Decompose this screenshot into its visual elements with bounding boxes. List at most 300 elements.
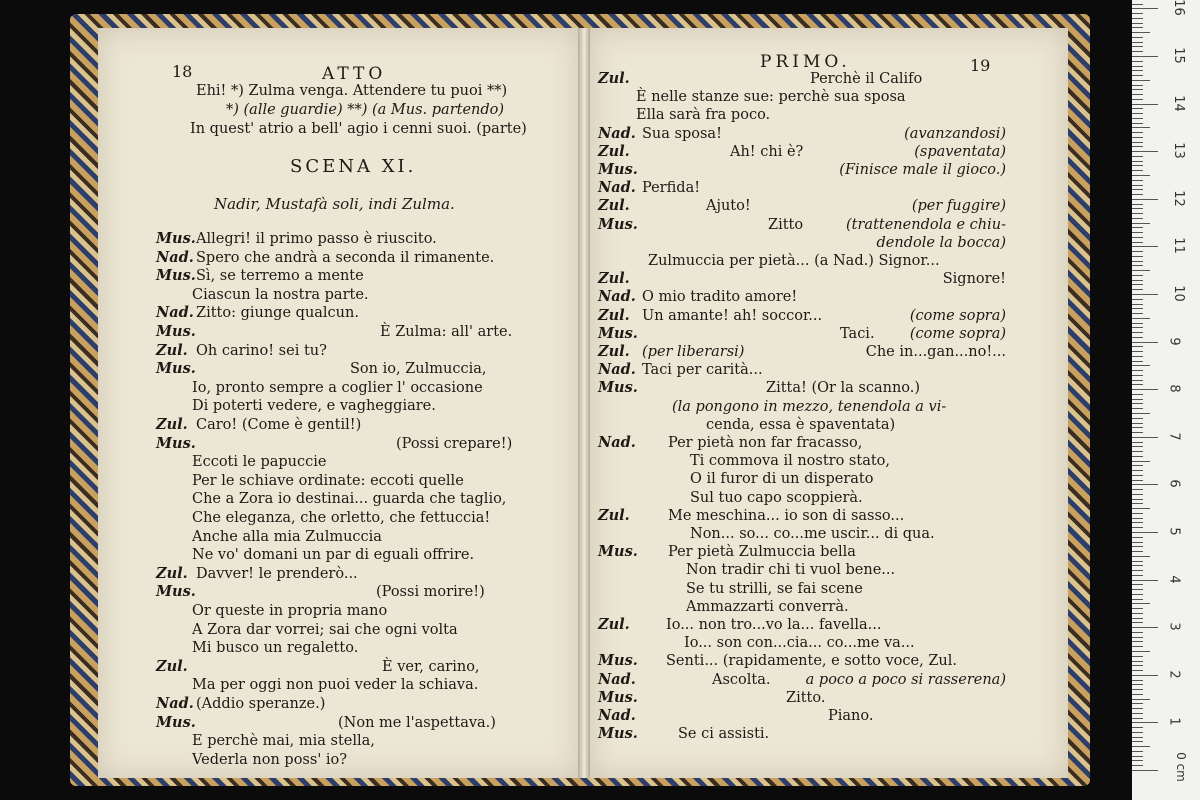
ruler-tick — [1132, 751, 1143, 752]
dialogue-line: Caro! (Come è gentil!) — [196, 417, 362, 433]
ruler-tick — [1132, 146, 1143, 147]
ruler-tick — [1132, 242, 1143, 243]
dialogue-line: Ella sarà fra poco. — [636, 107, 771, 124]
dialogue-line: Che eleganza, che orletto, che fettuccia! — [192, 510, 491, 526]
ruler-tick — [1132, 375, 1143, 376]
dialogue-line: Mi busco un regaletto. — [192, 640, 359, 657]
dialogue-line: Io... non tro...vo la... favella... — [666, 617, 882, 633]
ruler-tick — [1132, 522, 1143, 523]
ruler-tick — [1132, 423, 1143, 424]
dialogue-line: Ti commova il nostro stato, — [690, 453, 891, 470]
speaker-label: Zul. — [156, 657, 188, 675]
ruler-tick — [1132, 746, 1150, 747]
ruler-tick — [1132, 622, 1143, 623]
ruler-tick — [1132, 737, 1143, 738]
ruler-number: 10 — [1170, 285, 1186, 302]
ruler-tick — [1132, 323, 1143, 324]
ruler-tick — [1132, 70, 1143, 71]
ruler-tick — [1132, 342, 1158, 343]
dialogue-line: Zitto — [768, 216, 804, 233]
ruler-number: 16 — [1170, 0, 1186, 17]
ruler-tick — [1132, 646, 1143, 647]
ruler-tick — [1132, 542, 1143, 543]
ruler-tick — [1132, 356, 1143, 357]
ruler-tick — [1132, 756, 1143, 757]
ruler-tick — [1132, 156, 1143, 157]
stage-direction: (trattenendola e chiu- — [846, 216, 1006, 233]
ruler-tick — [1132, 580, 1158, 581]
speaker-label: Nad. — [598, 670, 636, 688]
ruler-tick — [1132, 175, 1150, 176]
dialogue-line: Ah! chi è? — [730, 143, 804, 160]
ruler-tick — [1132, 108, 1143, 109]
speaker-label: Zul. — [598, 306, 630, 324]
ruler-tick — [1132, 760, 1143, 761]
speaker-label: Nad. — [598, 179, 636, 197]
speaker-label: Nad. — [598, 361, 636, 379]
ruler-tick — [1132, 132, 1143, 133]
ruler-tick — [1132, 4, 1143, 5]
ruler-tick — [1132, 270, 1150, 271]
ruler-number: 13 — [1170, 142, 1186, 159]
ruler-tick — [1132, 365, 1150, 366]
dialogue-line: Zulmuccia per pietà... (a Nad.) Signor... — [648, 253, 940, 269]
ruler-tick — [1132, 137, 1143, 138]
dialogue-line: E perchè mai, mia stella, — [192, 733, 375, 750]
ruler-tick — [1132, 185, 1143, 186]
ruler-tick — [1132, 142, 1143, 143]
ruler-tick — [1132, 456, 1143, 457]
speaker-label: Mus. — [598, 379, 638, 397]
speaker-label: Mus. — [598, 324, 638, 342]
dialogue-line: Per pietà non far fracasso, — [668, 435, 863, 451]
ruler-tick — [1132, 189, 1143, 190]
ruler-tick — [1132, 427, 1143, 428]
ruler-tick — [1132, 289, 1143, 290]
ruler-tick — [1132, 389, 1158, 390]
speaker-label: Zul. — [598, 343, 630, 360]
ruler-tick — [1132, 123, 1143, 124]
left-top-line-1: Ehi! *) Zulma venga. Attendere tu puoi **) — [196, 83, 508, 99]
dialogue-line: Perfida! — [642, 180, 701, 197]
dialogue-line: Zitto: giunge qualcun. — [196, 305, 359, 322]
ruler-tick — [1132, 246, 1158, 247]
ruler-tick — [1132, 408, 1143, 409]
ruler-tick — [1132, 670, 1143, 671]
ruler-tick — [1132, 570, 1143, 571]
speaker-label: Mus. — [598, 652, 638, 670]
dialogue-line: Io, pronto sempre a coglier l' occasione — [192, 379, 483, 396]
dialogue-line: Sua sposa! — [642, 125, 722, 142]
ruler-tick — [1132, 661, 1143, 662]
ruler-tick — [1132, 27, 1143, 28]
ruler-tick — [1132, 37, 1143, 38]
ruler-tick — [1132, 280, 1143, 281]
dialogue-line: O mio tradito amore! — [642, 289, 798, 306]
speaker-label: Nad. — [156, 695, 194, 712]
ruler-number: 6 — [1166, 479, 1182, 489]
ruler-tick — [1132, 104, 1158, 105]
dialogue-line: Non... so... co...me uscir... di qua. — [690, 526, 935, 542]
ruler-tick — [1132, 304, 1143, 305]
ruler-tick — [1132, 8, 1158, 9]
ruler-tick — [1132, 551, 1143, 552]
left-top-line-2: *) (alle guardie) **) (a Mus. partendo) — [226, 102, 505, 118]
ruler-tick — [1132, 294, 1158, 295]
ruler-tick — [1132, 32, 1150, 33]
ruler-tick — [1132, 722, 1158, 723]
speaker-label: Zul. — [598, 197, 630, 215]
speaker-label: Mus. — [598, 215, 638, 233]
scene-title: SCENA XI. — [290, 156, 417, 177]
ruler-tick — [1132, 161, 1143, 162]
ruler-number: 12 — [1170, 190, 1186, 207]
ruler-tick — [1132, 532, 1158, 533]
ruler-tick — [1132, 261, 1143, 262]
ruler-tick — [1132, 765, 1143, 766]
ruler-tick — [1132, 627, 1158, 628]
ruler-tick — [1132, 594, 1143, 595]
ruler-tick — [1132, 370, 1143, 371]
dialogue-line: Ascolta. — [712, 671, 771, 688]
ruler-tick — [1132, 318, 1150, 319]
dialogue-line: (Non me l'aspettava.) — [338, 714, 496, 731]
speaker-label: Mus. — [156, 230, 196, 247]
ruler-tick — [1132, 513, 1143, 514]
ruler-tick — [1132, 227, 1143, 228]
ruler-tick — [1132, 351, 1143, 352]
ruler-tick — [1132, 708, 1143, 709]
ruler-tick — [1132, 494, 1143, 495]
ruler-tick — [1132, 451, 1143, 452]
ruler-tick — [1132, 470, 1143, 471]
dialogue-line: Zitta! (Or la scanno.) — [766, 380, 921, 397]
dialogue-line: O il furor di un disperato — [690, 471, 874, 488]
ruler-tick — [1132, 384, 1143, 385]
ruler-tick — [1132, 89, 1143, 90]
ruler-tick — [1132, 99, 1143, 100]
stage-direction: Signore! — [942, 271, 1006, 288]
ruler-tick — [1132, 332, 1143, 333]
ruler-tick — [1132, 656, 1143, 657]
speaker-label: Zul. — [598, 270, 630, 288]
ruler-tick — [1132, 327, 1143, 328]
ruler-tick — [1132, 237, 1143, 238]
ruler-number: 8 — [1166, 384, 1182, 393]
dialogue-line: Senti... (rapidamente, e sotto voce, Zul. — [666, 653, 957, 670]
dialogue-line: Vederla non poss' io? — [192, 751, 348, 768]
ruler-tick — [1132, 561, 1143, 562]
speaker-label: Zul. — [156, 564, 188, 582]
ruler-tick — [1132, 380, 1143, 381]
dialogue-line: Per pietà Zulmuccia bella — [668, 544, 856, 561]
ruler-number: 1 — [1166, 717, 1182, 727]
speaker-label: Nad. — [156, 304, 194, 322]
ruler-tick — [1132, 151, 1158, 152]
ruler-tick — [1132, 665, 1143, 666]
speaker-label: Mus. — [598, 161, 638, 178]
ruler-tick — [1132, 565, 1143, 566]
speaker-label: Mus. — [156, 323, 196, 340]
speaker-label: Zul. — [598, 70, 630, 87]
right-page-number: 19 — [970, 56, 991, 75]
dialogue-line: (Addio speranze.) — [196, 696, 326, 712]
ruler-tick — [1132, 127, 1150, 128]
ruler-tick — [1132, 337, 1143, 338]
ruler-tick — [1132, 85, 1143, 86]
stage-direction: (per fuggire) — [911, 198, 1006, 215]
ruler-tick — [1132, 641, 1143, 642]
speaker-label: Zul. — [598, 142, 630, 160]
ruler-tick — [1132, 732, 1143, 733]
speaker-label: Nad. — [598, 434, 636, 451]
ruler-tick — [1132, 484, 1158, 485]
dialogue-line: Di poterti vedere, e vagheggiare. — [192, 398, 436, 415]
ruler-tick — [1132, 680, 1143, 681]
speaker-label: Mus. — [156, 583, 196, 601]
ruler-number: 11 — [1170, 237, 1186, 255]
speaker-label: Nad. — [598, 124, 636, 142]
ruler-tick — [1132, 194, 1143, 195]
ruler-tick — [1132, 223, 1150, 224]
ruler-tick — [1132, 56, 1158, 57]
ruler-tick — [1132, 465, 1143, 466]
ruler-tick — [1132, 61, 1143, 62]
dialogue-line: Allegri! il primo passo è riuscito. — [196, 231, 437, 247]
dialogue-line: È Zulma: all' arte. — [380, 324, 513, 340]
stage-direction: (come sopra) — [909, 307, 1006, 324]
ruler-tick — [1132, 446, 1143, 447]
dialogue-line: Ammazzarti converrà. — [686, 598, 849, 615]
dialogue-line: Sì, se terremo a mente — [196, 268, 364, 285]
ruler-tick — [1132, 632, 1143, 633]
ruler-tick — [1132, 442, 1143, 443]
speaker-label: Zul. — [598, 506, 630, 524]
dialogue-line: (per liberarsi) — [642, 344, 745, 360]
ruler-tick — [1132, 584, 1143, 585]
ruler-tick — [1132, 394, 1143, 395]
ruler-number: 2 — [1166, 670, 1182, 679]
ruler-tick — [1132, 165, 1143, 166]
ruler-tick — [1132, 675, 1158, 676]
ruler-tick — [1132, 418, 1143, 419]
ruler-number: 15 — [1170, 47, 1186, 64]
dialogue-line: Sul tuo capo scoppierà. — [690, 489, 863, 506]
ruler-tick — [1132, 718, 1143, 719]
ruler-tick — [1132, 66, 1143, 67]
dialogue-line: cenda, essa è spaventata) — [706, 416, 896, 433]
ruler-tick — [1132, 684, 1143, 685]
ruler-tick — [1132, 589, 1143, 590]
ruler-tick — [1132, 689, 1143, 690]
dialogue-line: Me meschina... io son di sasso... — [668, 507, 905, 524]
dialogue-line: Che a Zora io destinai... guarda che taglio, — [192, 491, 507, 508]
dialogue-line: Un amante! ah! soccor... — [642, 307, 823, 324]
dialogue-line: Spero che andrà a seconda il rimanente. — [196, 249, 495, 266]
ruler-tick — [1132, 23, 1143, 24]
dialogue-line: Piano. — [828, 708, 874, 724]
dialogue-line: Ne vo' domani un par di eguali offrire. — [192, 547, 475, 564]
dialogue-line: Per le schiave ordinate: eccoti quelle — [192, 472, 464, 489]
ruler-unit-label: 0 cm — [1173, 752, 1188, 782]
dialogue-line: (la pongono in mezzo, tenendola a vi- — [672, 398, 947, 415]
ruler-tick — [1132, 499, 1143, 500]
dialogue-line: Ciascun la nostra parte. — [192, 286, 369, 303]
ruler-tick — [1132, 251, 1143, 252]
dialogue-line: Io... son con...cia... co...me va... — [684, 635, 915, 652]
stage-direction: Che in...gan...no!... — [865, 344, 1006, 360]
ruler-tick — [1132, 518, 1143, 519]
speaker-label: Nad. — [598, 288, 636, 306]
ruler-number: 5 — [1166, 527, 1182, 536]
left-page-number: 18 — [172, 62, 193, 81]
scene-characters: Nadir, Mustafà soli, indi Zulma. — [214, 195, 455, 213]
ruler-tick — [1132, 275, 1143, 276]
stage-direction: a poco a poco si rasserena) — [805, 671, 1006, 688]
ruler-tick — [1132, 703, 1143, 704]
ruler-number: 4 — [1166, 574, 1182, 584]
ruler-tick — [1132, 204, 1143, 205]
dialogue-line: Perchè il Califo — [810, 71, 923, 87]
ruler-tick — [1132, 113, 1143, 114]
dialogue-line: Ma per oggi non puoi veder la schiava. — [192, 677, 479, 694]
ruler-tick — [1132, 94, 1143, 95]
ruler-tick — [1132, 603, 1150, 604]
right-running-head: PRIMO. — [760, 52, 851, 72]
ruler-tick — [1132, 75, 1143, 76]
ruler-number: 7 — [1166, 432, 1182, 441]
ruler-tick — [1132, 508, 1150, 509]
ruler-tick — [1132, 170, 1143, 171]
dialogue-line: Ajuto! — [706, 198, 751, 215]
dialogue-line: Or queste in propria mano — [192, 603, 388, 619]
ruler-tick — [1132, 213, 1143, 214]
ruler-tick — [1132, 489, 1143, 490]
ruler-tick — [1132, 265, 1143, 266]
ruler-tick — [1132, 208, 1143, 209]
ruler-tick — [1132, 727, 1143, 728]
dialogue-line: Non tradir chi ti vuol bene... — [686, 562, 896, 579]
ruler-tick — [1132, 608, 1143, 609]
ruler-tick — [1132, 475, 1143, 476]
dialogue-line: (Possi crepare!) — [396, 435, 513, 452]
ruler-tick — [1132, 13, 1143, 14]
speaker-label: Mus. — [598, 725, 638, 743]
ruler-tick — [1132, 46, 1143, 47]
ruler-number: 3 — [1166, 622, 1182, 631]
ruler-tick — [1132, 546, 1143, 547]
ruler-tick — [1132, 399, 1143, 400]
ruler-tick — [1132, 480, 1143, 481]
speaker-label: Mus. — [156, 360, 196, 378]
speaker-label: Nad. — [598, 707, 636, 724]
ruler-tick — [1132, 256, 1143, 257]
ruler-tick — [1132, 618, 1143, 619]
ruler-tick — [1132, 741, 1143, 742]
ruler-tick — [1132, 199, 1158, 200]
ruler-tick — [1132, 346, 1143, 347]
ruler-tick — [1132, 461, 1150, 462]
speaker-label: Zul. — [598, 616, 630, 633]
ruler-tick — [1132, 599, 1143, 600]
stage-direction: (come sopra) — [909, 325, 1006, 342]
dialogue-line: Oh carino! sei tu? — [196, 342, 327, 359]
speaker-label: Mus. — [598, 543, 638, 561]
speaker-label: Mus. — [598, 688, 638, 706]
speaker-label: Zul. — [156, 416, 188, 433]
ruler-tick — [1132, 299, 1143, 300]
ruler-number: 14 — [1170, 94, 1186, 112]
ruler-tick — [1132, 218, 1143, 219]
speaker-label: Mus. — [156, 434, 196, 452]
ruler-tick — [1132, 118, 1143, 119]
ruler-number: 9 — [1166, 336, 1182, 346]
dialogue-line: Zitto. — [786, 689, 826, 706]
dialogue-line: Davver! le prenderò... — [196, 565, 358, 582]
ruler-tick — [1132, 51, 1143, 52]
speaker-label: Nad. — [156, 248, 194, 266]
ruler-tick — [1132, 575, 1143, 576]
ruler-tick — [1132, 403, 1143, 404]
ruler-tick — [1132, 699, 1150, 700]
left-running-head: ATTO — [322, 64, 387, 84]
ruler-tick — [1132, 361, 1143, 362]
ruler-tick — [1132, 503, 1143, 504]
ruler-tick — [1132, 613, 1143, 614]
ruler-tick — [1132, 651, 1150, 652]
ruler-tick — [1132, 527, 1143, 528]
ruler-tick — [1132, 180, 1143, 181]
ruler-tick — [1132, 313, 1143, 314]
ruler-tick — [1132, 308, 1143, 309]
stage-direction: (Finisce male il gioco.) — [839, 162, 1006, 178]
ruler-tick — [1132, 80, 1150, 81]
dialogue-line: Taci per carità... — [642, 362, 763, 379]
dialogue-line: Taci. — [840, 325, 875, 342]
left-top-line-3: In quest' atrio a bell' agio i cenni suoi. (parte) — [190, 121, 527, 137]
ruler-tick — [1132, 432, 1143, 433]
dialogue-line: Se tu strilli, se fai scene — [686, 580, 863, 597]
ruler-tick — [1132, 694, 1143, 695]
dialogue-line: È nelle stanze sue: perchè sua sposa — [636, 89, 906, 106]
ruler-tick — [1132, 232, 1143, 233]
ruler-tick — [1132, 284, 1143, 285]
dialogue-line: Eccoti le papuccie — [192, 454, 327, 471]
ruler-tick — [1132, 637, 1143, 638]
dialogue-line: Son io, Zulmuccia, — [350, 361, 487, 378]
stage-direction: dendole la bocca) — [876, 234, 1006, 251]
ruler-tick — [1132, 556, 1150, 557]
stage-direction: (avanzandosi) — [904, 125, 1006, 142]
ruler-tick — [1132, 537, 1143, 538]
dialogue-line: Anche alla mia Zulmuccia — [192, 528, 382, 545]
ruler-tick — [1132, 18, 1143, 19]
dialogue-line: Se ci assisti. — [678, 726, 770, 743]
ruler-tick — [1132, 437, 1158, 438]
speaker-label: Zul. — [156, 341, 188, 359]
ruler-tick — [1132, 42, 1143, 43]
ruler-tick — [1132, 770, 1158, 771]
speaker-label: Mus. — [156, 713, 196, 731]
dialogue-line: (Possi morire!) — [376, 584, 485, 601]
dialogue-line: È ver, carino, — [382, 658, 480, 675]
speaker-label: Mus. — [156, 267, 196, 285]
ruler-tick — [1132, 713, 1143, 714]
measurement-ruler — [1132, 0, 1200, 800]
stage-direction: (spaventata) — [914, 143, 1006, 160]
ruler-tick — [1132, 413, 1150, 414]
dialogue-line: A Zora dar vorrei; sai che ogni volta — [192, 621, 458, 638]
